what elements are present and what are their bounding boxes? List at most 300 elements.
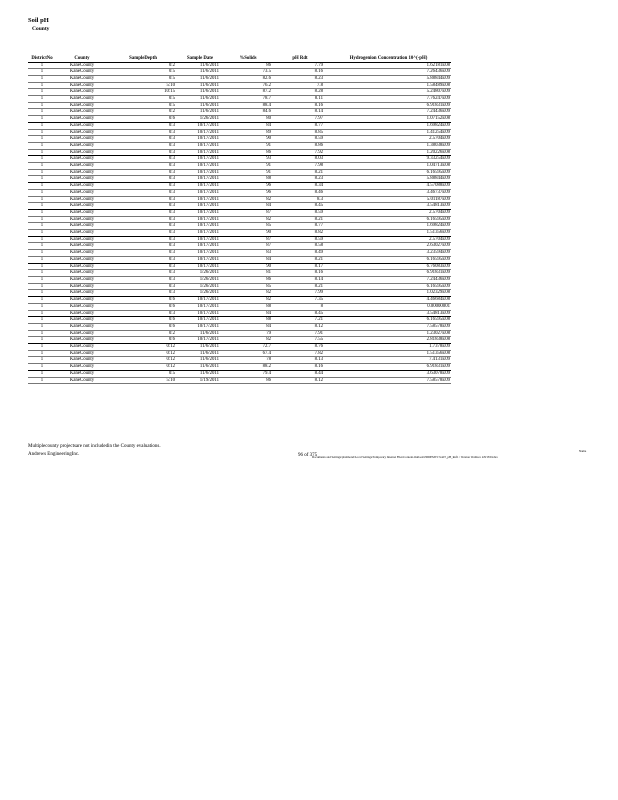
file-path-footer: Documents and Settings\pbalmond\Local Settings\Temporary Internet Files\Content.Outlook\N0DEMV1\SoilT_pH_Ref1 / Version Verdisco 4/8/18 Dobro <box>312 455 498 459</box>
table-row <box>28 116 451 123</box>
table-cell: 1 <box>28 236 56 243</box>
table-cell: 0:2 <box>108 109 178 116</box>
table-cell: 2.63027E09 <box>326 243 451 250</box>
table-cell: 11/6/2011 <box>178 357 222 364</box>
table-cell: 5.88844E09 <box>326 75 451 82</box>
table-row <box>28 270 451 277</box>
table-cell: 0:5 <box>108 96 178 103</box>
table-cell: 10/17/2011 <box>178 263 222 270</box>
table-cell: 7.58578E09 <box>326 323 451 330</box>
table-cell: 8.21 <box>274 169 326 176</box>
table-cell: 7.26436E09 <box>326 69 451 76</box>
table-cell: 1.38038E09 <box>326 142 451 149</box>
table-cell: 10/17/2011 <box>178 203 222 210</box>
table-cell: 0:3 <box>108 230 178 237</box>
table-cell: 1.02329E08 <box>326 290 451 297</box>
table-cell: 1 <box>28 263 56 270</box>
table-cell: 11/6/2011 <box>178 350 222 357</box>
table-cell: 1 <box>28 303 56 310</box>
table-cell: 6.16595E09 <box>326 169 451 176</box>
table-row <box>28 283 451 290</box>
table-cell: 10/17/2011 <box>178 310 222 317</box>
table-cell: 6.91831E09 <box>326 102 451 109</box>
table-cell: 82 <box>222 196 274 203</box>
table-cell: 0:3 <box>108 142 178 149</box>
table-row <box>28 189 451 196</box>
table-cell: 11/6/2011 <box>178 102 222 109</box>
table-cell: KaneCounty <box>56 350 108 357</box>
page-number: 96 of 375 <box>298 453 318 458</box>
table-cell: 6.16595E08 <box>326 317 451 324</box>
table-cell: 96 <box>222 189 274 196</box>
table-cell: 82 <box>222 216 274 223</box>
table-cell: 88.4 <box>222 102 274 109</box>
table-row <box>28 230 451 237</box>
table-cell: 1 <box>28 250 56 257</box>
table-cell: 91 <box>222 142 274 149</box>
table-cell: 8.21 <box>274 256 326 263</box>
table-cell: 0:3 <box>108 216 178 223</box>
table-cell: 0:3 <box>108 223 178 230</box>
table-cell: 1 <box>28 163 56 170</box>
table-cell: 3.23594E09 <box>326 250 451 257</box>
table-row <box>28 129 451 136</box>
table-cell: 1.51356E08 <box>326 350 451 357</box>
table-cell: 1 <box>28 69 56 76</box>
table-cell: 8.12 <box>274 377 326 384</box>
table-row <box>28 317 451 324</box>
table-cell: 8.13 <box>274 357 326 364</box>
table-cell: 6.91831E09 <box>326 364 451 371</box>
table-cell: 10/17/2011 <box>178 149 222 156</box>
table-cell: 0:3 <box>108 263 178 270</box>
table-row <box>28 96 451 103</box>
table-cell: KaneCounty <box>56 216 108 223</box>
table-cell: 7.82 <box>274 350 326 357</box>
table-cell: 1 <box>28 330 56 337</box>
table-cell: 1.20226E08 <box>326 149 451 156</box>
table-row <box>28 196 451 203</box>
table-cell: 10/17/2011 <box>178 122 222 129</box>
table-cell: 67.4 <box>222 350 274 357</box>
table-row <box>28 344 451 351</box>
table-cell: 7.8 <box>274 82 326 89</box>
table-cell: 1/26/2011 <box>178 277 222 284</box>
table-cell: 0:12 <box>108 357 178 364</box>
table-row <box>28 290 451 297</box>
table-row <box>28 223 451 230</box>
table-cell: KaneCounty <box>56 163 108 170</box>
table-cell: 1.62181E08 <box>326 62 451 69</box>
table-row <box>28 109 451 116</box>
table-cell: 10/17/2011 <box>178 129 222 136</box>
table-cell: KaneCounty <box>56 317 108 324</box>
table-cell: 0:3 <box>108 129 178 136</box>
table-cell: KaneCounty <box>56 290 108 297</box>
table-cell: 3.46737E09 <box>326 189 451 196</box>
table-cell: 1 <box>28 270 56 277</box>
page-title: Soil pH <box>28 17 49 24</box>
table-cell: 1 <box>28 370 56 377</box>
table-cell: KaneCounty <box>56 189 108 196</box>
table-cell: 7.55 <box>274 337 326 344</box>
footer-name-label: Name <box>579 449 587 453</box>
table-cell: 5.24807E09 <box>326 89 451 96</box>
table-cell: 82 <box>222 297 274 304</box>
table-row <box>28 102 451 109</box>
table-cell: 7.99 <box>274 290 326 297</box>
table-cell: 7.35 <box>274 297 326 304</box>
table-body <box>28 62 451 384</box>
table-cell: KaneCounty <box>56 129 108 136</box>
table-cell: KaneCounty <box>56 169 108 176</box>
table-row <box>28 350 451 357</box>
table-cell: 8 <box>274 303 326 310</box>
table-cell: 8.16 <box>274 102 326 109</box>
table-cell: 1 <box>28 223 56 230</box>
table-cell: 11/6/2011 <box>178 89 222 96</box>
table-cell: 2.5704E09 <box>326 236 451 243</box>
table-cell: KaneCounty <box>56 230 108 237</box>
table-cell: 0:3 <box>108 250 178 257</box>
table-cell: 8.11 <box>274 96 326 103</box>
table-cell: 86 <box>222 62 274 69</box>
table-cell: 1.51356E09 <box>326 230 451 237</box>
table-cell: KaneCounty <box>56 82 108 89</box>
table-row <box>28 256 451 263</box>
table-cell: 1 <box>28 297 56 304</box>
table-cell: 1.07152E08 <box>326 116 451 123</box>
col-header-solids: %Solids <box>222 56 274 62</box>
table-cell: 1/19/2011 <box>178 377 222 384</box>
table-cell: 10/17/2011 <box>178 256 222 263</box>
table-cell: 1 <box>28 323 56 330</box>
table-cell: 10/17/2011 <box>178 216 222 223</box>
table-cell: 1 <box>28 102 56 109</box>
soil-ph-table <box>28 56 451 384</box>
table-cell: 1 <box>28 156 56 163</box>
table-cell: 7.24436E09 <box>326 277 451 284</box>
table-cell: 10/17/2011 <box>178 136 222 143</box>
table-cell: KaneCounty <box>56 122 108 129</box>
table-cell: 1 <box>28 230 56 237</box>
table-cell: 8.17 <box>274 263 326 270</box>
table-cell: 8.23 <box>274 75 326 82</box>
table-cell: 1 <box>28 317 56 324</box>
table-row <box>28 156 451 163</box>
table-cell: KaneCounty <box>56 270 108 277</box>
table-cell: 88 <box>222 176 274 183</box>
table-cell: 11/6/2011 <box>178 330 222 337</box>
table-cell: 5.01187E09 <box>326 196 451 203</box>
table-cell: KaneCounty <box>56 183 108 190</box>
table-cell: KaneCounty <box>56 176 108 183</box>
table-cell: 85 <box>222 283 274 290</box>
table-cell: 10/17/2011 <box>178 183 222 190</box>
table-cell: 4.46684E08 <box>326 297 451 304</box>
table-cell: 6.16595E09 <box>326 216 451 223</box>
table-cell: 7.58578E09 <box>326 377 451 384</box>
table-cell: 78.7 <box>222 96 274 103</box>
table-cell: 1 <box>28 169 56 176</box>
table-cell: 1.41254E09 <box>326 129 451 136</box>
table-cell: 10/17/2011 <box>178 209 222 216</box>
table-row <box>28 310 451 317</box>
col-header-ph: pH Rdt <box>274 56 326 62</box>
table-row <box>28 203 451 210</box>
col-header-depth: SampleDepth <box>108 56 178 62</box>
table-cell: 8.59 <box>274 209 326 216</box>
table-row <box>28 142 451 149</box>
table-cell: 10/17/2011 <box>178 236 222 243</box>
table-cell: 1 <box>28 136 56 143</box>
table-cell: 8.59 <box>274 136 326 143</box>
table-cell: 93 <box>222 156 274 163</box>
table-cell: 10/17/2011 <box>178 337 222 344</box>
table-cell: 84 <box>222 122 274 129</box>
table-cell: 0:5 <box>108 102 178 109</box>
table-cell: 0:5 <box>108 370 178 377</box>
table-cell: 8.59 <box>274 236 326 243</box>
table-cell: 0:3 <box>108 196 178 203</box>
table-cell: 0:3 <box>108 169 178 176</box>
table-row <box>28 82 451 89</box>
table-row <box>28 243 451 250</box>
table-cell: 8.77 <box>274 223 326 230</box>
table-cell: 11/6/2011 <box>178 69 222 76</box>
table-cell: 1 <box>28 183 56 190</box>
table-cell: 1.69824E09 <box>326 122 451 129</box>
table-row <box>28 337 451 344</box>
table-cell: 8.14 <box>274 109 326 116</box>
table-cell: KaneCounty <box>56 89 108 96</box>
table-cell: 0:3 <box>108 156 178 163</box>
table-cell: KaneCounty <box>56 223 108 230</box>
table-cell: KaneCounty <box>56 62 108 69</box>
table-cell: 0:6 <box>108 297 178 304</box>
table-cell: 91 <box>222 163 274 170</box>
table-row <box>28 89 451 96</box>
table-cell: KaneCounty <box>56 303 108 310</box>
table-cell: 87 <box>222 209 274 216</box>
table-row <box>28 357 451 364</box>
table-cell: 1 <box>28 256 56 263</box>
table-cell: KaneCounty <box>56 156 108 163</box>
col-header-district: DistrictNo <box>28 56 56 62</box>
table-cell: KaneCounty <box>56 149 108 156</box>
table-cell: 11/6/2011 <box>178 370 222 377</box>
table-row <box>28 330 451 337</box>
table-cell: KaneCounty <box>56 370 108 377</box>
table-cell: 10/17/2011 <box>178 163 222 170</box>
table-cell: KaneCounty <box>56 75 108 82</box>
table-cell: 6.16595E09 <box>326 283 451 290</box>
table-cell: KaneCounty <box>56 344 108 351</box>
table-cell: 0:3 <box>108 209 178 216</box>
table-cell: 1 <box>28 62 56 69</box>
table-cell: 8.21 <box>274 283 326 290</box>
table-cell: 10/17/2011 <box>178 250 222 257</box>
table-cell: 1 <box>28 364 56 371</box>
table-cell: 8.34 <box>274 183 326 190</box>
table-cell: 90 <box>222 263 274 270</box>
table-cell: KaneCounty <box>56 337 108 344</box>
table-cell: 1 <box>28 189 56 196</box>
table-cell: 10/17/2011 <box>178 196 222 203</box>
table-cell: KaneCounty <box>56 323 108 330</box>
table-cell: 1 <box>28 357 56 364</box>
table-cell: 10/17/2011 <box>178 142 222 149</box>
table-cell: KaneCounty <box>56 330 108 337</box>
table-cell: KaneCounty <box>56 196 108 203</box>
table-cell: 8.14 <box>274 277 326 284</box>
table-cell: 84 <box>222 203 274 210</box>
table-cell: KaneCounty <box>56 263 108 270</box>
table-cell: 1 <box>28 149 56 156</box>
table-cell: 0:3 <box>108 243 178 250</box>
table-cell: 82 <box>222 290 274 297</box>
table-cell: 8.49 <box>274 250 326 257</box>
table-cell: 1.23027E08 <box>326 330 451 337</box>
table-cell: 86 <box>222 149 274 156</box>
table-cell: 86 <box>222 277 274 284</box>
table-cell: KaneCounty <box>56 69 108 76</box>
table-cell: 0:5 <box>108 69 178 76</box>
table-cell: 8.45 <box>274 203 326 210</box>
table-cell: 6.16595E09 <box>326 256 451 263</box>
table-cell: 0:6 <box>108 303 178 310</box>
table-cell: 9.33254E09 <box>326 156 451 163</box>
table-cell: 88.2 <box>222 364 274 371</box>
table-cell: 10/17/2011 <box>178 297 222 304</box>
table-cell: 7.79 <box>274 62 326 69</box>
table-cell: 11/6/2011 <box>178 96 222 103</box>
table-cell: 10/17/2011 <box>178 169 222 176</box>
table-row <box>28 377 451 384</box>
table-cell: 2.5704E09 <box>326 136 451 143</box>
table-cell: 1 <box>28 116 56 123</box>
table-cell: 0:3 <box>108 176 178 183</box>
table-cell: 79.4 <box>222 370 274 377</box>
table-cell: KaneCounty <box>56 364 108 371</box>
table-cell: KaneCounty <box>56 236 108 243</box>
table-cell: 0:3 <box>108 122 178 129</box>
table-cell: 89 <box>222 129 274 136</box>
table-cell: 8.16 <box>274 364 326 371</box>
table-cell: KaneCounty <box>56 102 108 109</box>
table-cell: 1 <box>28 283 56 290</box>
table-cell: KaneCounty <box>56 277 108 284</box>
table-cell: 0:2 <box>108 62 178 69</box>
table-row <box>28 263 451 270</box>
table-cell: 3.54813E09 <box>326 310 451 317</box>
table-cell: KaneCounty <box>56 297 108 304</box>
table-cell: 8.58 <box>274 243 326 250</box>
table-row <box>28 169 451 176</box>
table-cell: 7.4131E09 <box>326 357 451 364</box>
table-cell: KaneCounty <box>56 136 108 143</box>
table-cell: 88 <box>222 303 274 310</box>
table-cell: 8.03 <box>274 156 326 163</box>
table-cell: 76.2 <box>222 82 274 89</box>
table-cell: 7.21 <box>274 317 326 324</box>
table-cell: 8.45 <box>274 310 326 317</box>
table-cell: 10/17/2011 <box>178 323 222 330</box>
table-cell: 0:3 <box>108 149 178 156</box>
table-cell: 78 <box>222 357 274 364</box>
table-cell: 7.98 <box>274 163 326 170</box>
table-cell: 1 <box>28 209 56 216</box>
table-cell: 11/6/2011 <box>178 75 222 82</box>
table-row <box>28 364 451 371</box>
table-cell: 8.77 <box>274 122 326 129</box>
table-cell: 1/26/2011 <box>178 283 222 290</box>
table-cell: 87 <box>222 243 274 250</box>
table-cell: 84 <box>222 256 274 263</box>
table-cell: 0:5 <box>108 75 178 82</box>
table-cell: 8.82 <box>274 230 326 237</box>
table-cell: 1/26/2011 <box>178 290 222 297</box>
table-cell: 73.5 <box>222 69 274 76</box>
table-cell: 1 <box>28 142 56 149</box>
table-cell: 1 <box>28 196 56 203</box>
table-cell: 5:10 <box>108 82 178 89</box>
table-cell: 1 <box>28 377 56 384</box>
table-cell: 1 <box>28 89 56 96</box>
table-cell: KaneCounty <box>56 283 108 290</box>
table-cell: 8.44 <box>274 370 326 377</box>
table-cell: 10/17/2011 <box>178 189 222 196</box>
table-cell: 5:10 <box>108 377 178 384</box>
table-cell: 8.86 <box>274 142 326 149</box>
table-cell: 0:12 <box>108 364 178 371</box>
table-cell: KaneCounty <box>56 357 108 364</box>
table-cell: 1 <box>28 82 56 89</box>
table-cell: 82 <box>222 337 274 344</box>
table-cell: 82.6 <box>222 75 274 82</box>
table-cell: 1 <box>28 243 56 250</box>
table-row <box>28 370 451 377</box>
table-cell: 81 <box>222 270 274 277</box>
table-row <box>28 122 451 129</box>
table-cell: 0:3 <box>108 203 178 210</box>
table-cell: 85 <box>222 223 274 230</box>
table-cell: 7.92 <box>274 149 326 156</box>
table-cell: 87.2 <box>222 89 274 96</box>
table-cell: 72.7 <box>222 344 274 351</box>
table-cell: 0:3 <box>108 256 178 263</box>
table-cell: KaneCounty <box>56 142 108 149</box>
table-cell: 2.81838E08 <box>326 337 451 344</box>
col-header-date: Sample Date <box>178 56 222 62</box>
table-cell: KaneCounty <box>56 310 108 317</box>
table-row <box>28 62 451 69</box>
table-row <box>28 69 451 76</box>
table-cell: 8.76 <box>274 344 326 351</box>
table-cell: 2.5704E09 <box>326 209 451 216</box>
table-cell: 1 <box>28 344 56 351</box>
table-cell: 0.00000001 <box>326 303 451 310</box>
table-cell: 91 <box>222 169 274 176</box>
table-cell: 4.57088E09 <box>326 183 451 190</box>
table-cell: 8.85 <box>274 129 326 136</box>
table-cell: 8.21 <box>274 216 326 223</box>
table-cell: 3.63078E09 <box>326 370 451 377</box>
table-cell: 1 <box>28 277 56 284</box>
table-cell: 1 <box>28 216 56 223</box>
table-cell: 10/17/2011 <box>178 317 222 324</box>
table-row <box>28 176 451 183</box>
